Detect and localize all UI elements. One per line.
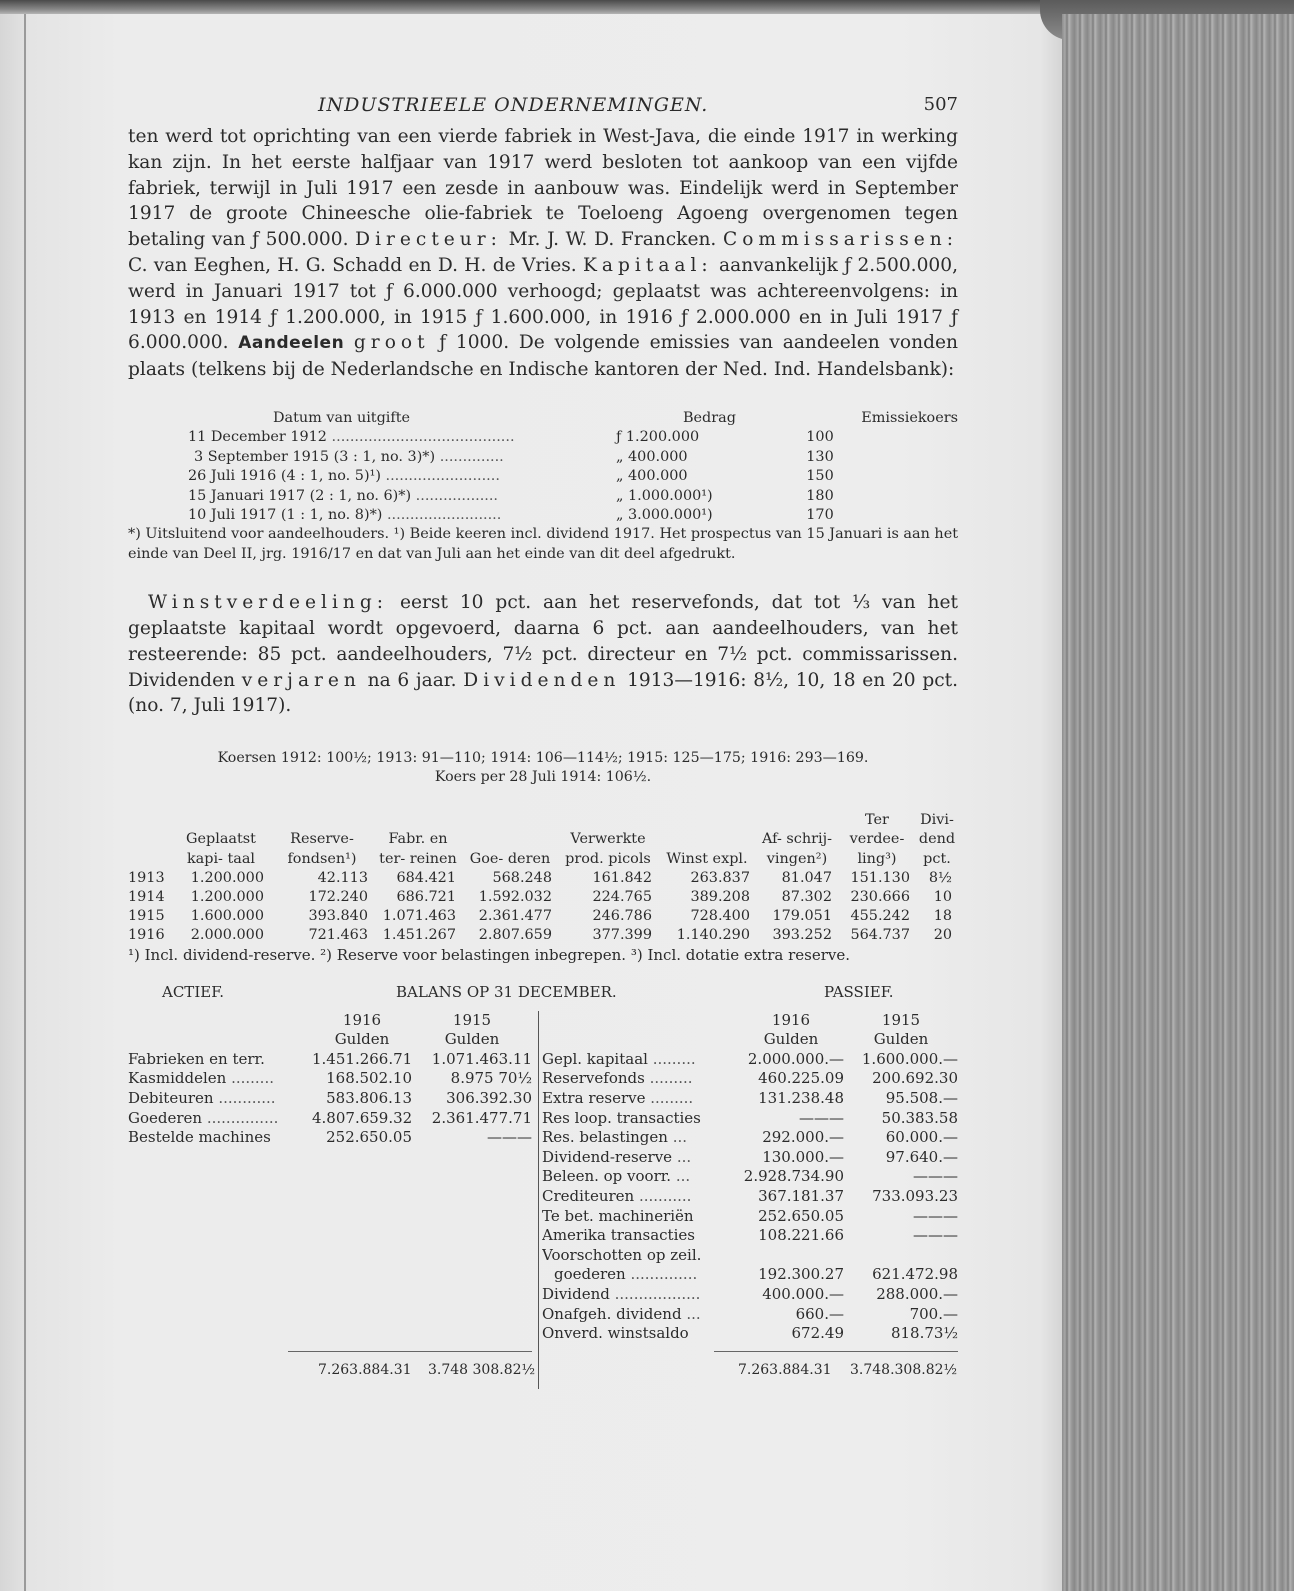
emission-date: 26 Juli 1916 (4 : 1, no. 5)¹): [188, 468, 381, 485]
dividenden-label: Dividenden: [463, 669, 621, 691]
winstverdeeling-paragraph: [128, 590, 958, 719]
commissarissen-value: C. van Eeghen, H. G. Schadd en D. H. de Vries.: [128, 254, 577, 276]
cell-winst: 728.400: [690, 908, 750, 925]
value-1916: 672.49: [791, 1324, 844, 1343]
aandeelen-value: ƒ 1000. De volgende emissies van aandeelen vonden plaats (telkens bij de Nederlandsche en Indische kantoren der Ned. Ind. Handelsbank):: [128, 332, 958, 381]
emission-date: 3 September 1915 (3 : 1, no. 3)*): [194, 448, 436, 465]
value-1916: 131.238.48: [758, 1089, 844, 1107]
actief-total-1915: 3.748 308.82½: [428, 1361, 536, 1378]
cell-winst: 263.837: [690, 869, 750, 886]
col-afschrijvingen: Af- schrij- vingen²): [762, 831, 832, 867]
cell-afschrijvingen: 179.051: [772, 908, 832, 925]
value-1915: 50.383.58: [881, 1108, 958, 1127]
emission-date: 11 December 1912: [188, 429, 327, 446]
cell-picols: 246.786: [592, 908, 652, 925]
cell-reserve: 172.240: [308, 889, 368, 906]
cell-verdeeling: 230.666: [850, 889, 910, 906]
row-label: Res loop. transacties: [542, 1108, 701, 1127]
cell-fabr: 1.071.463: [382, 908, 456, 925]
emissions-header-date: Datum van uitgifte: [273, 409, 411, 426]
groot-label: groot: [353, 332, 430, 354]
value-1916: 2.000.000.—: [747, 1049, 844, 1068]
value-1915: [844, 1246, 958, 1266]
financials-table: [128, 811, 958, 945]
cell-afschrijvingen: 81.047: [781, 869, 832, 886]
value-1915: 288.000.—: [876, 1284, 958, 1303]
balance-header: [128, 983, 958, 1003]
cell-kapitaal: 2.000.000: [190, 927, 264, 944]
passief-row: [542, 1207, 958, 1227]
emissions-row: [128, 487, 958, 506]
leader-dots: .........: [231, 1069, 274, 1088]
emission-amount: „ 1.000.000¹): [616, 487, 713, 504]
emissions-header: [128, 409, 958, 428]
page-number: 507: [923, 94, 958, 115]
value-1915: 1.600.000.—: [861, 1049, 958, 1068]
cell-reserve: 393.840: [308, 908, 368, 925]
cell-afschrijvingen: 87.302: [781, 889, 832, 906]
financials-footnote: ¹) Incl. dividend-reserve. ²) Reserve voor belastingen inbegrepen. ³) Incl. dotatie extra reserve.: [128, 945, 851, 964]
row-label: Gepl. kapitaal: [542, 1049, 648, 1068]
row-label: Extra reserve: [542, 1089, 646, 1107]
leader-dots: ..................: [415, 487, 499, 504]
year-1916: 1916: [342, 1010, 382, 1029]
cell-goederen: 2.807.659: [478, 927, 552, 944]
emissions-footnote: *) Uitsluitend voor aandeelhouders. ¹) Beide keeren incl. dividend 1917. Het prospectus van 15 Januari is aan het einde van Deel II, jrg. 1916/17 en dat van Juli aan het einde van dit deel afgedrukt.: [128, 526, 958, 562]
leader-dots: ............: [218, 1089, 276, 1107]
row-label: goederen: [554, 1265, 626, 1284]
leader-dots: .........: [652, 1049, 696, 1068]
page-gutter: [24, 14, 26, 1591]
value-1915: 95.508.—: [885, 1089, 958, 1107]
row-label: Te bet. machineriën: [542, 1206, 694, 1225]
emission-date: 15 Januari 1917 (2 : 1, no. 6)*): [188, 487, 412, 504]
table-row: [128, 869, 958, 888]
value-1915: ———: [913, 1167, 958, 1186]
winst-label: Winstverdeeling:: [148, 592, 389, 614]
row-label: Amerika transacties: [542, 1226, 695, 1245]
unit-1915: Gulden: [444, 1030, 500, 1049]
leader-dots: ........................................: [331, 429, 515, 446]
actief-row: [128, 1069, 532, 1089]
cell-afschrijvingen: 393.252: [772, 927, 832, 944]
value-1915: ———: [487, 1128, 532, 1147]
emissions-header-rate: Emissiekoers: [861, 409, 958, 426]
running-title: INDUSTRIEELE ONDERNEMINGEN.: [318, 94, 709, 116]
value-1916: 583.806.13: [326, 1089, 412, 1107]
row-label: Onverd. winstsaldo: [542, 1324, 689, 1343]
actief-row: [128, 1128, 532, 1148]
running-head: [128, 92, 958, 124]
col-header-unit: [542, 1030, 958, 1050]
year-1916: 1916: [771, 1010, 811, 1029]
passief-row: [542, 1050, 958, 1070]
row-label: Beleen. op voorr.: [542, 1167, 672, 1186]
passief-row: [542, 1285, 958, 1305]
col-winst: Winst expl.: [666, 850, 748, 867]
emission-rate: 150: [806, 468, 834, 485]
passief-row: [542, 1167, 958, 1187]
cell-picols: 377.399: [592, 927, 652, 944]
value-1915: 97.640.—: [885, 1147, 958, 1166]
value-1915: 818.73½: [890, 1324, 958, 1343]
emission-rate: 170: [806, 507, 834, 523]
passief-total-1916: 7.263.884.31: [738, 1361, 832, 1378]
cell-verdeeling: 455.242: [850, 908, 910, 925]
emissions-row: [128, 506, 958, 525]
cell-kapitaal: 1.600.000: [190, 908, 264, 925]
leader-dots: ..............: [630, 1265, 698, 1284]
koersen-block: [128, 749, 958, 787]
passief-row: [542, 1089, 958, 1109]
emission-amount: „ 400.000: [616, 448, 688, 465]
emissions-header-amount: Bedrag: [682, 409, 736, 426]
cell-reserve: 42.113: [317, 869, 368, 886]
value-1916: 130.000.—: [762, 1147, 844, 1166]
leader-dots: ..............: [439, 448, 504, 465]
col-header-years: [128, 1011, 532, 1031]
cell-kapitaal: 1.200.000: [190, 889, 264, 906]
leader-dots: ..................: [614, 1284, 701, 1303]
actief-label: ACTIEF.: [162, 982, 225, 1001]
leader-dots: ...........: [638, 1186, 692, 1205]
col-header-years: [542, 1011, 958, 1031]
leader-dots: ...: [675, 1167, 691, 1186]
cell-year: 1915: [128, 908, 165, 925]
value-1916: 1.451.266.71: [312, 1049, 413, 1068]
value-1916: [738, 1246, 844, 1266]
actief-row: [128, 1050, 532, 1070]
page-content: [128, 92, 958, 1403]
winst-text: eerst 10 pct. aan het reservefonds, dat tot ⅓ van het geplaatste kapitaal wordt opgevoerd, daarna 6 pct. aan aandeelhouders, van het resteerende: 85 pct. aandeelhouders, 7½ pct. directeur en 7½ pct. commissarissen. Dividenden: [128, 592, 958, 691]
passief-total-1915: 3.748.308.82½: [850, 1361, 958, 1378]
actief-column: [128, 1011, 532, 1148]
emissions-row: [128, 448, 958, 467]
directeur-value: Mr. J. W. D. Francken.: [508, 229, 717, 251]
value-1916: 660.—: [795, 1304, 844, 1323]
row-label: Kasmiddelen: [128, 1069, 227, 1088]
passief-row: [542, 1246, 958, 1266]
value-1915: 733.093.23: [872, 1186, 958, 1205]
passief-total-rule: [714, 1351, 958, 1352]
actief-total-1916: 7.263.884.31: [318, 1361, 412, 1378]
winst-text-3: 1913—1916: 8½, 10, 18 en 20 pct. (no. 7, Juli 1917).: [128, 669, 959, 717]
value-1915: 8.975 70½: [450, 1069, 532, 1088]
value-1915: ———: [913, 1206, 958, 1225]
col-header-unit: [128, 1030, 532, 1050]
col-goederen: Goe- deren: [469, 850, 551, 867]
balance-divider: [538, 1011, 539, 1389]
directeur-label: Directeur:: [355, 229, 502, 251]
emission-date: 10 Juli 1917 (1 : 1, no. 8)*): [188, 507, 383, 523]
cell-verdeeling: 151.130: [850, 869, 910, 886]
cell-kapitaal: 1.200.000: [190, 869, 264, 886]
unit-1915: Gulden: [873, 1030, 929, 1049]
cell-verdeeling: 564.737: [850, 927, 910, 944]
cell-year: 1913: [128, 869, 165, 886]
value-1916: 4.807.659.32: [312, 1108, 413, 1127]
value-1916: 252.650.05: [326, 1128, 412, 1147]
value-1916: 108.221.66: [758, 1226, 844, 1245]
value-1915: 60.000.—: [885, 1128, 958, 1147]
col-kapitaal: Geplaatst kapi- taal: [186, 831, 256, 867]
verjaren-label: verjaren: [241, 669, 361, 691]
passief-column: [542, 1011, 958, 1344]
emission-amount: „ 400.000: [616, 468, 688, 485]
row-label: Crediteuren: [542, 1186, 635, 1205]
cell-fabr: 684.421: [396, 869, 456, 886]
row-label: Voorschotten op zeil.: [542, 1245, 702, 1264]
commissarissen-label: Commissarissen:: [723, 229, 958, 251]
cell-winst: 389.208: [690, 889, 750, 906]
emission-amount: „ 3.000.000¹): [616, 507, 713, 523]
cell-winst: 1.140.290: [676, 927, 750, 944]
cell-picols: 161.842: [592, 869, 652, 886]
value-1916: 292.000.—: [762, 1128, 844, 1147]
cell-goederen: 2.361.477: [478, 908, 552, 925]
year-1915: 1915: [452, 1010, 492, 1029]
passief-label: PASSIEF.: [824, 982, 894, 1001]
cell-dividend: 20: [933, 927, 952, 944]
unit-1916: Gulden: [763, 1030, 819, 1049]
year-1915: 1915: [881, 1010, 921, 1029]
cell-dividend: 10: [933, 889, 952, 906]
kapitaal-label: Kapitaal:: [583, 254, 713, 276]
cell-reserve: 721.463: [308, 927, 368, 944]
cell-year: 1916: [128, 927, 165, 944]
book-page-edges: [1062, 14, 1294, 1591]
col-reserve: Reserve- fondsen¹): [287, 831, 357, 867]
value-1915: 1.071.463.11: [431, 1049, 532, 1068]
actief-row: [128, 1109, 532, 1129]
value-1915: 700.—: [909, 1304, 958, 1323]
row-label: Goederen: [128, 1108, 203, 1127]
value-1916: 367.181.37: [758, 1186, 844, 1205]
col-verdeeling: Ter verdee- ling³): [849, 812, 905, 867]
passief-row: [542, 1305, 958, 1325]
value-1915: 2.361.477.71: [431, 1108, 532, 1127]
passief-row: [542, 1069, 958, 1089]
leader-dots: .........................: [386, 507, 502, 523]
winst-text-2: na 6 jaar.: [367, 669, 457, 691]
balance-title: BALANS OP 31 DECEMBER.: [396, 982, 617, 1001]
value-1915: 306.392.30: [446, 1089, 532, 1107]
col-fabr: Fabr. en ter- reinen: [379, 831, 457, 867]
row-label: Reservefonds: [542, 1069, 645, 1088]
cell-fabr: 686.721: [396, 889, 456, 906]
table-row: [128, 926, 958, 945]
leader-dots: .........: [650, 1089, 694, 1107]
leader-dots: ...: [672, 1128, 688, 1147]
cell-goederen: 1.592.032: [478, 889, 552, 906]
passief-row: [542, 1187, 958, 1207]
value-1916: 2.928.734.90: [743, 1167, 844, 1186]
cell-fabr: 1.451.267: [382, 927, 456, 944]
leader-dots: .........: [649, 1069, 693, 1088]
cell-dividend: 18: [933, 908, 952, 925]
value-1915: 200.692.30: [872, 1069, 958, 1088]
leader-dots: ...............: [206, 1108, 279, 1127]
cell-picols: 224.765: [592, 889, 652, 906]
value-1916: 460.225.09: [758, 1069, 844, 1088]
value-1915: 621.472.98: [872, 1265, 958, 1284]
col-dividend: Divi- dend pct.: [918, 812, 956, 867]
leader-dots: ...: [676, 1147, 692, 1166]
row-label: Dividend: [542, 1284, 610, 1303]
koersen-line: Koersen 1912: 100½; 1913: 91—110; 1914: 106—114½; 1915: 125—175; 1916: 293—169.: [217, 750, 869, 767]
emission-rate: 180: [806, 487, 834, 504]
cell-dividend: 8½: [928, 869, 952, 886]
value-1915: ———: [913, 1226, 958, 1245]
value-1916: ———: [799, 1108, 844, 1127]
table-row: [128, 907, 958, 926]
unit-1916: Gulden: [334, 1030, 390, 1049]
row-label: Dividend-reserve: [542, 1147, 673, 1166]
passief-row: [542, 1226, 958, 1246]
passief-row: [542, 1128, 958, 1148]
actief-total-rule: [288, 1351, 532, 1352]
intro-paragraph: [128, 124, 958, 383]
emission-amount: ƒ 1.200.000: [616, 429, 700, 446]
leader-dots: .........................: [385, 468, 500, 485]
aandeelen-label: Aandeelen: [238, 333, 345, 354]
kapitaal-value: aanvankelijk ƒ 2.500.000, werd in Januari 1917 tot ƒ 6.000.000 verhoogd; geplaatst was achtereenvolgens: in 1913 en 1914 ƒ 1.200.000, in 1915 ƒ 1.600.000, in 1916 ƒ 2.000.000 en in Juli 1917 ƒ 6.000.000.: [128, 254, 958, 354]
cell-year: 1914: [128, 889, 165, 906]
cell-goederen: 568.248: [492, 869, 552, 886]
row-label: Res. belastingen: [542, 1128, 668, 1147]
emissions-row: [128, 428, 958, 447]
passief-row: [542, 1324, 958, 1344]
intro-text: ten werd tot oprichting van een vierde fabriek in West-Java, die einde 1917 in werking kan zijn. In het eerste halfjaar van 1917 werd besloten tot aankoop van een vijfde fabriek, terwijl in Juli 1917 een zesde in aanbouw was. Eindelijk werd in September 1917 de groote Chineesche olie-fabriek te Toeloeng Agoeng overgenomen tegen betaling van ƒ 500.000.: [128, 126, 958, 251]
col-year: [128, 811, 172, 869]
value-1916: 252.650.05: [758, 1206, 844, 1225]
emission-rate: 100: [806, 429, 834, 446]
passief-row: [542, 1148, 958, 1168]
passief-row: [542, 1265, 958, 1285]
emissions-table: [128, 409, 958, 564]
actief-row: [128, 1089, 532, 1109]
emissions-row: [128, 467, 958, 486]
leader-dots: ...: [686, 1304, 701, 1323]
row-label: Bestelde machines: [128, 1128, 271, 1147]
table-row: [128, 888, 958, 907]
balance-sheet: [128, 983, 958, 1403]
value-1916: 168.502.10: [326, 1069, 412, 1088]
financials-header-row: [128, 811, 958, 869]
value-1916: 400.000.—: [762, 1284, 844, 1303]
emission-rate: 130: [806, 448, 834, 465]
row-label: Onafgeh. dividend: [542, 1304, 682, 1323]
col-picols: Verwerkte prod. picols: [565, 831, 651, 867]
koers-per-line: Koers per 28 Juli 1914: 106½.: [434, 769, 652, 786]
row-label: Fabrieken en terr.: [128, 1049, 265, 1068]
passief-row: [542, 1109, 958, 1129]
value-1916: 192.300.27: [758, 1265, 844, 1284]
row-label: Debiteuren: [128, 1089, 214, 1107]
